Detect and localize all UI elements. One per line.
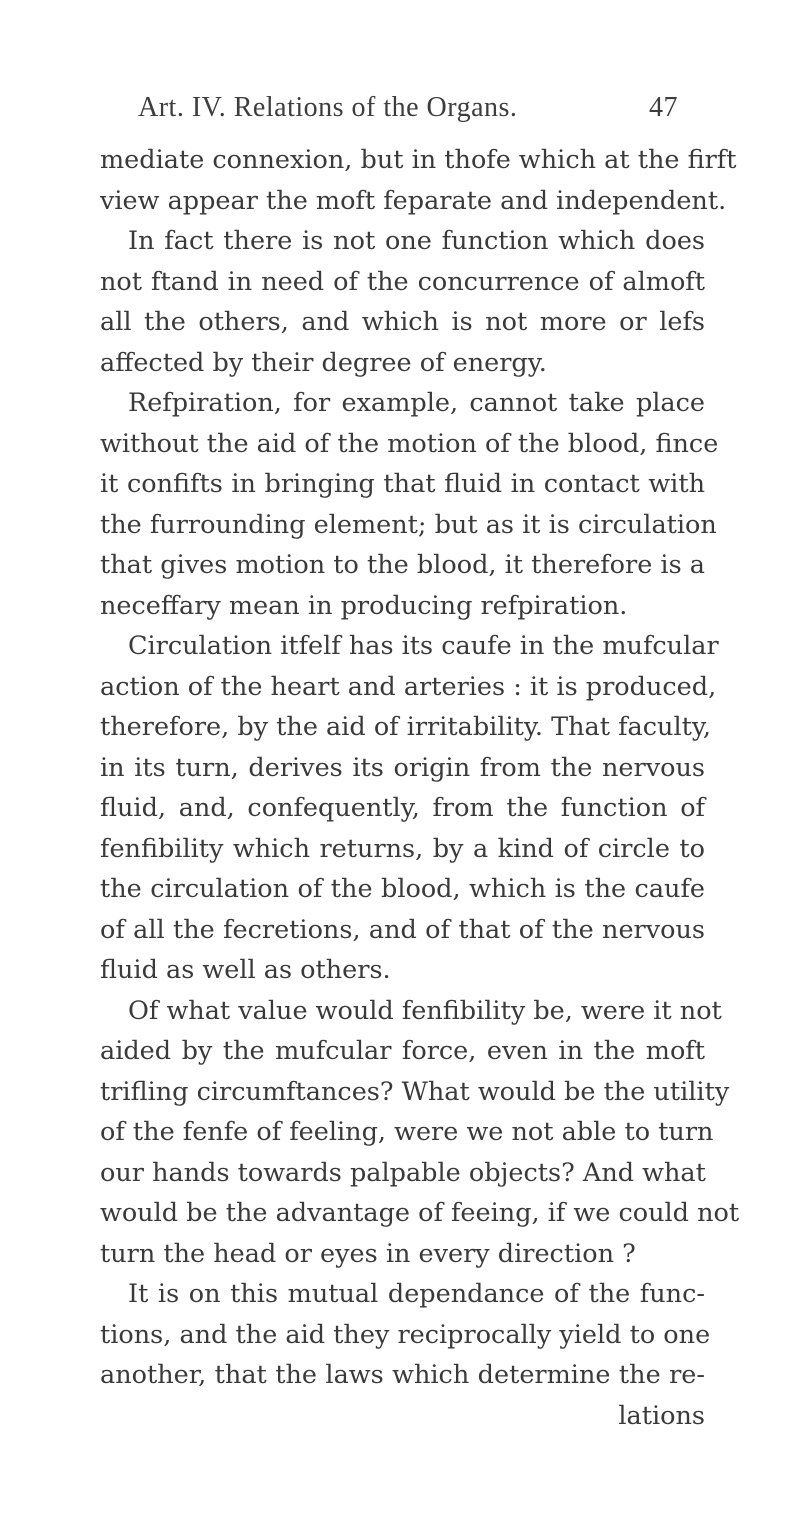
text-line: action of the heart and arteries : it is produced, — [100, 671, 717, 702]
catchword: lations — [618, 1400, 705, 1431]
text-line: the furrounding element; but as it is circulation — [100, 509, 717, 540]
text-line: neceffary mean in producing refpiration. — [100, 590, 628, 621]
text-line: tions, and the aid they reciprocally yield to one — [100, 1319, 711, 1350]
text-line: It is on this mutual dependance of the func- — [128, 1279, 705, 1309]
text-line: fluid, and, confequently, from the function of — [100, 793, 705, 823]
text-line: trifling circumftances? What would be the utility — [100, 1076, 730, 1107]
text-line: mediate connexion, but in thofe which at the firft — [100, 145, 737, 175]
text-line: fluid as well as others. — [100, 955, 391, 985]
running-head — [138, 92, 678, 124]
text-line: that gives motion to the blood, it therefore is a — [100, 550, 705, 580]
text-line: not ftand in need of the concurrence of almoft — [100, 266, 705, 297]
text-line: our hands towards palpable objects? And what — [100, 1157, 706, 1188]
text-line: aided by the mufcular force, even in the moft — [100, 1036, 705, 1066]
text-line: In fact there is not one function which does — [128, 226, 705, 256]
page-number: 47 — [649, 92, 678, 123]
text-line: affected by their degree of energy. — [100, 347, 547, 378]
text-line: in its turn, derives its origin from the nervous — [100, 752, 705, 783]
text-line: Of what value would fenfibility be, were it not — [128, 995, 722, 1026]
body-text — [100, 140, 740, 1436]
text-line: Refpiration, for example, cannot take place — [128, 388, 705, 418]
text-line: therefore, by the aid of irritability. That faculty, — [100, 712, 711, 742]
text-line: it confifts in bringing that fluid in contact with — [100, 469, 705, 499]
text-line: all the others, and which is not more or lefs — [100, 307, 705, 337]
text-line: fenfibility which returns, by a kind of circle to — [100, 833, 705, 864]
text-line: Circulation itfelf has its caufe in the mufcular — [128, 631, 719, 661]
text-line: view appear the moft feparate and independent. — [100, 185, 727, 216]
text-line: another, that the laws which determine the re- — [100, 1360, 705, 1390]
text-line: turn the head or eyes in every direction ? — [100, 1238, 636, 1269]
text-line: without the aid of the motion of the blood, fince — [100, 428, 719, 459]
text-line: the circulation of the blood, which is the caufe — [100, 874, 705, 904]
text-line: of the fenfe of feeling, were we not able to turn — [100, 1117, 714, 1147]
running-title: Art. IV. Relations of the Organs. — [138, 92, 518, 123]
text-line: of all the fecretions, and of that of the nervous — [100, 914, 705, 945]
text-line: would be the advantage of feeing, if we could not — [100, 1198, 740, 1228]
